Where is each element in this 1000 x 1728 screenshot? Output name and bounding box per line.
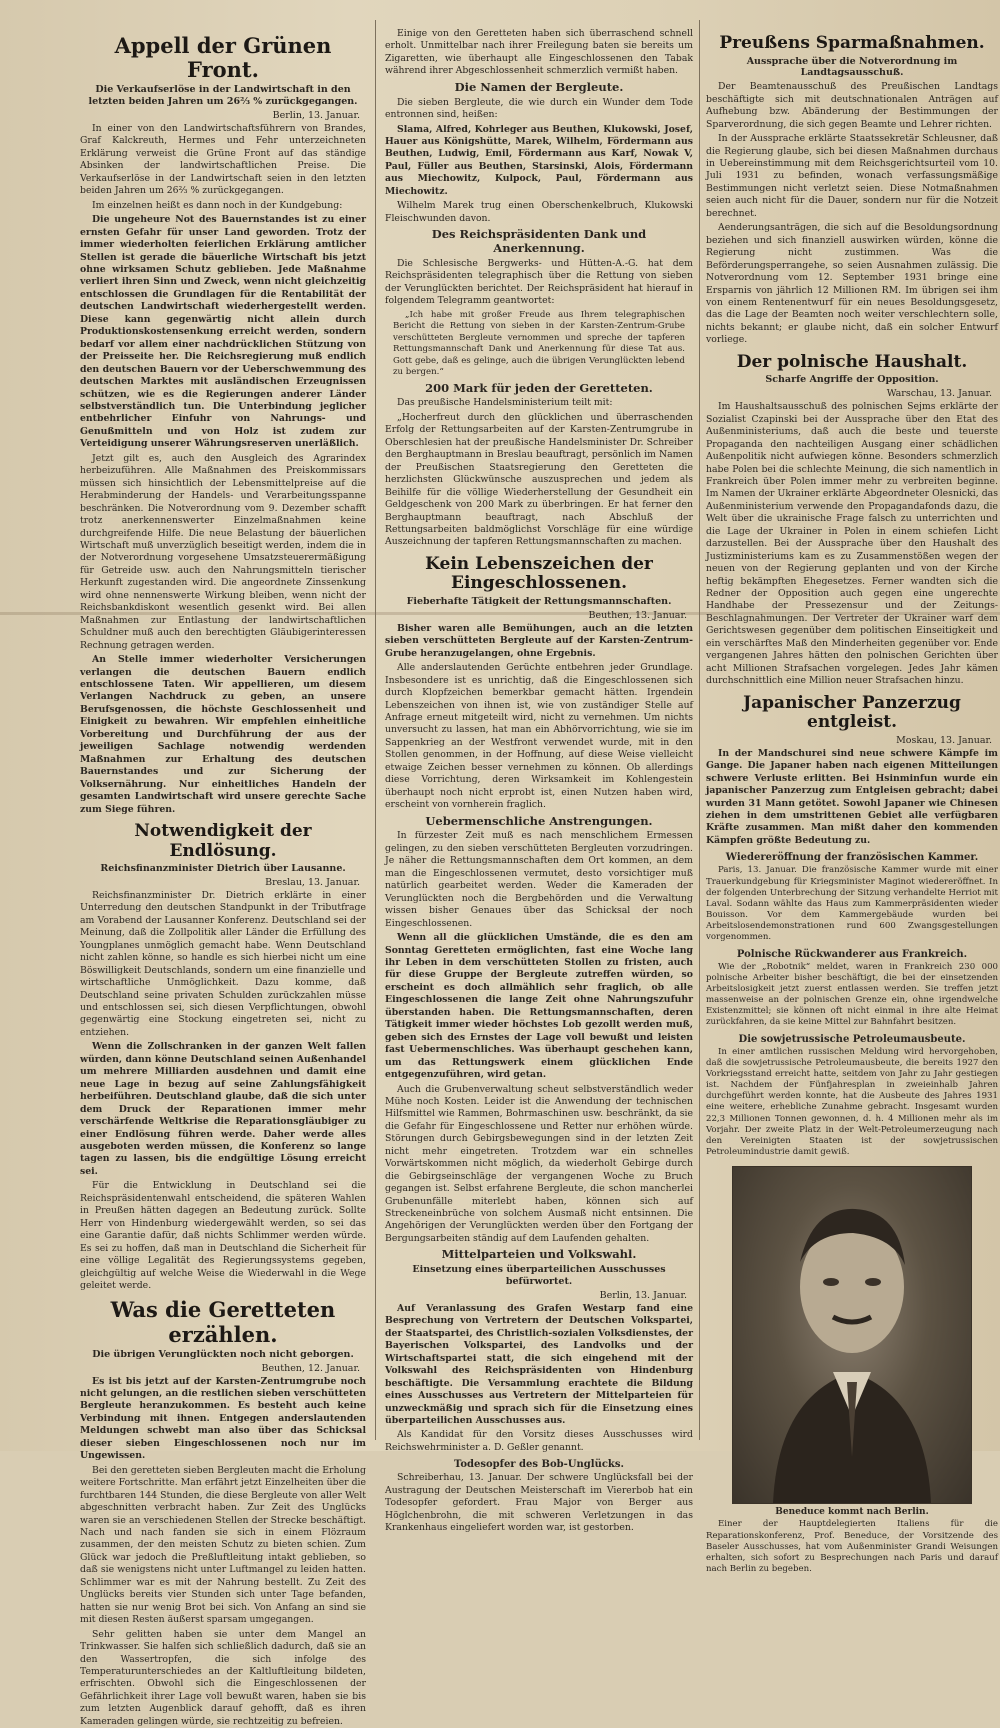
article-title: Uebermenschliche Anstrengungen. xyxy=(425,813,653,828)
paragraph: Slama, Alfred, Kohrleger aus Beuthen, Klukowski, Josef, Hauer aus Königshütte, Marek, Wilhelm, Fördermann aus Beuthen, Ludwig, Emil, Fördermann aus Karf, Nowak V, Paul, Füller aus Beuthen, Starsinski, Alois, Fördermann aus Miechowitz, Kulpock, Paul, Fördermann aus Miechowitz. xyxy=(385,123,693,197)
paragraph: Bei den geretteten sieben Bergleuten macht die Erholung weitere Fortschritte. Man erfährt jetzt Einzelheiten über die furchtbaren 144 Stunden, die diese Bergleute von aller Welt abgeschnitten verbracht haben. Zur Zeit des Unglücks waren sie an verschiedenen Stellen der Strecke beschäftigt. Nach und nach fanden sie sich in einem Flözraum zusammen, der den meisten Schutz zu bieten schien. Zum Glück war jedoch die Preßluftleitung intakt geblieben, so daß sie wenigstens nicht unter Luftmangel zu leiden hatten. Schlimmer war es mit der Nahrung bestellt. Zu Zeit des Unglücks bereits vier Stunden sich unter Tage befanden, hatten sie nur wenig Brot bei sich. Von Anfang an sind sie mit diesen Resten äußerst sparsam umgegangen. xyxy=(80,1464,366,1626)
article-title: Notwendigkeit der Endlösung. xyxy=(134,820,312,861)
article-title: Kein Lebenszeichen der Eingeschlossenen. xyxy=(425,553,653,594)
dateline: Berlin, 13. Januar. xyxy=(272,110,360,122)
article-title: Mittelparteien und Volkswahl. xyxy=(441,1247,637,1262)
paragraph: Auf Veranlassung des Grafen Westarp fand eine Besprechung von Vertretern der Deutschen Volkspartei, der Staatspartei, des Christlich-sozialen Volksdienstes, der Bayerischen Volkspartei, des Landvolks und der Wirtschaftspartei statt, die sich eingehend mit der Volkswahl des Reichspräsidenten von Hindenburg beschäftigte. Die Versammlung erachtete die Bildung eines Ausschusses aus Vertretern der Mittelparteien für unzweckmäßig und sprach sich für die Einsetzung eines überparteilichen Ausschusses aus. xyxy=(385,1302,693,1427)
paragraph: In der Mandschurei sind neue schwere Kämpfe im Gange. Die Japaner haben nach eigenen Mitteilungen schwere Verluste erlitten. Bei Hsinminfun wurde ein japanischer Panzerzug zum Entgleisen gebracht; dabei wurden 31 Mann getötet. Sowohl Japaner wie Chinesen ziehen in dem umstrittenen Gebiet alle verfügbaren Kräfte zusammen. Man mißt daher den kommenden Kämpfen größte Bedeutung zu. xyxy=(706,747,998,846)
paragraph: An Stelle immer wiederholter Versicherungen verlangen die deutschen Bauern endlich entschlossene Taten. Wir appellieren, um diesem Verlangen Nachdruck zu geben, an unsere Berufsgenossen, die höchste Geschlossenheit und Einigkeit zu bewahren. Wir empfehlen einheitliche Vorbereitung und Durchführung der aus der jeweiligen Sachlage notwendig werdenden Maßnahmen zur Erhaltung des deutschen Bauernstandes und zur Sicherung der Volksernährung. Nur einheitliches Handeln der gesamten Landwirtschaft wird unsere gerechte Sache zum Siege führen. xyxy=(80,654,366,815)
column-left xyxy=(80,28,366,1727)
paragraph: Die Schlesische Bergwerks- und Hütten-A.-G. hat dem Reichspräsidenten telegraphisch über die Rettung von sieben der Verunglückten berichtet. Der Reichspräsident hat hierauf in folgendem Telegramm geantwortet: xyxy=(385,257,693,307)
paragraph: Aenderungsanträgen, die sich auf die Besoldungsordnung beziehen und sich finanziell auswirken würden, könne die Regierung nicht zustimmen. Was die Beförderungsperrangehe, so seien Ausnahmen zulässig. Die Notverordnung vom 12. September 1931 bringe eine Ersparnis von jährlich 12 Millionen RM. Im übrigen sei ihm von einem Rentenentwurf für ein neues Besoldungsgesetz, das die Lage der Beamten noch weiter verschlechtern solle, nichts bekannt; er glaube nicht, daß ein solcher Entwurf vorliege. xyxy=(706,222,998,346)
paragraph: Sehr gelitten haben sie unter dem Mangel an Trinkwasser. Sie halfen sich schließlich dadurch, daß sie an den Wassertropfen, die sich infolge des Temperaturunterschiedes an der Kaltluftleitung bildeten, erfrischten. Obwohl sich die Eingeschlossenen der Gefährlichkeit ihrer Lage voll bewußt waren, haben sie bis zum letzten Augenblick darauf gehofft, daß es ihren Kameraden gelingen würde, sie rechtzeitig zu befreien. xyxy=(80,1628,366,1727)
dateline: Beuthen, 13. Januar. xyxy=(588,609,687,621)
article-subtitle: Die übrigen Verunglückten noch nicht geborgen. xyxy=(92,1348,354,1360)
article-subtitle: Aussprache über die Notverordnung im Landtagsausschuß. xyxy=(746,55,958,79)
paragraph: Als Kandidat für den Vorsitz dieses Ausschusses wird Reichswehrminister a. D. Geßler genannt. xyxy=(385,1429,693,1453)
column-middle xyxy=(385,28,693,1534)
dateline: Moskau, 13. Januar. xyxy=(896,734,992,746)
photo-text: Einer der Hauptdelegierten Italiens für die Reparationskonferenz, Prof. Beneduce, der Vorsitzende des Baseler Ausschusses, hat vom Außenminister Grandi Weisungen erhalten, sich sofort zu Besprechungen nach Paris und darauf nach Berlin zu begeben. xyxy=(706,1519,998,1575)
portrait-photo xyxy=(732,1166,972,1504)
article-subtitle: Fieberhafte Tätigkeit der Rettungsmannschaften. xyxy=(406,595,672,607)
paragraph: Die ungeheure Not des Bauernstandes ist zu einer ernsten Gefahr für unser Land geworden. Trotz der immer wiederholten feierlichen Erklärung amtlicher Stellen ist gerade die bäuerliche Wirtschaft bis jetzt ohne wirksamen Schutz geblieben. Jede Maßnahme verliert ihren Sinn und Zweck, wenn nicht gleichzeitig entschlossen die Grundlagen für die Rentabilität der deutschen Landwirtschaft wiederhergestellt werden. Diese kann gegenwärtig nicht allein durch Produktionskostensenkung erreicht werden, sondern bedarf vor allem einer nachdrücklichen Stützung von der Preisseite her. Die Reichsregierung muß endlich den deutschen Bauern vor der Ueberschwemmung des deutschen Marktes mit ausländischen Erzeugnissen schützen, wie es die Regierungen anderer Länder selbstverständlich tun. Die Unterbindung jeglicher entbehrlicher Einfuhr von Nahrungs- und Genußmitteln und von Holz ist zudem zur Verteidigung unserer Währungsreserven unerläßlich. xyxy=(80,214,366,450)
paragraph: In der Aussprache erklärte Staatssekretär Schleusner, daß die Regierung glaube, sich bei diesen Maßnahmen durchaus in Uebereinstimmung mit dem Reichsgerichtsurteil vom 10. Juli 1931 zu befinden, wonach verfassungsmäßige Bestimmungen nicht verletzt seien. Diese Notmaßnahmen seien auch nicht für die Dauer, sondern nur für die Notzeit berechnet. xyxy=(706,133,998,219)
article-title: Die sowjetrussische Petroleumausbeute. xyxy=(738,1033,966,1045)
paragraph: Wie der „Robotnik“ meldet, waren in Frankreich 230 000 polnische Arbeiter bisher beschäftigt, die bei der einsetzenden Arbeitslosigkeit jetzt zuerst entlassen werden. Sie treffen jetzt massenweise an der polnischen Grenze ein, ohne irgendwelche Existenzmittel; sie können oft nicht einmal in ihre alte Heimat zurückfahren, da sie keine Mittel zur Bahnfahrt besitzen. xyxy=(706,961,998,1028)
paragraph: In einer von den Landwirtschaftsführern von Brandes, Graf Kalckreuth, Hermes und Fehr unterzeichneten Erklärung verweist die Grüne Front auf das ständige Absinken der landwirtschaftlichen Preise. Die Verkaufserlöse in der Landwirtschaft seien in den letzten beiden Jahren um 26⅔ % zurückgegangen. xyxy=(80,123,366,197)
dateline: Warschau, 13. Januar. xyxy=(886,388,992,400)
paragraph: Alle anderslautenden Gerüchte entbehren jeder Grundlage. Insbesondere ist es unrichtig, daß die Eingeschlossenen sich durch Klopfzeichen bemerkbar gemacht hätten. Irgendein Lebenszeichen von ihnen ist, wie von zuständiger Stelle auf Anfrage erneut mitgeteilt wird, nicht zu vernehmen. Um nichts unversucht zu lassen, hat man ein Abhörvorrichtung, wie sie im Sappenkrieg an der Westfront verwendet wurde, mit in den Stollen genommen, in der Hoffnung, auf diese Weise vielleicht etwaige Zeichen besser vernehmen zu können. Ob allerdings diese Vorrichtung, deren Wirksamkeit im Kohlengestein überhaupt noch nicht erprobt ist, einen Nutzen haben wird, erscheint von vornherein fraglich. xyxy=(385,662,693,811)
article-title: Was die Geretteten erzählen. xyxy=(110,1297,336,1347)
article-subtitle: Scharfe Angriffe der Opposition. xyxy=(765,374,939,386)
paragraph: Wenn all die glücklichen Umstände, die es den am Sonntag Geretteten ermöglichten, fast eine Woche lang ihr Leben in dem verschütteten Stollen zu fristen, auch für diese Gruppe der Bergleute zutreffen würden, so erscheint es doch allmählich sehr fraglich, ob alle Eingeschlossenen die lange Zeit ohne Nahrungszufuhr überstanden haben. Die Rettungsmannschaften, deren Tätigkeit immer wieder höchstes Lob gezollt werden muß, geben sich des Ernstes der Lage voll bewußt und leisten fast Uebermenschliches. Was überhaupt geschehen kann, um das Rettungswerk einem glücklichen Ende entgegenzuführen, wird getan. xyxy=(385,932,693,1081)
article-title: Des Reichspräsidenten Dank und Anerkennung. xyxy=(431,227,647,255)
dateline: Breslau, 13. Januar. xyxy=(265,876,360,888)
paragraph: Die sieben Bergleute, die wie durch ein Wunder dem Tode entronnen sind, heißen: xyxy=(385,96,693,121)
paragraph: Das preußische Handelsministerium teilt mit: xyxy=(397,397,613,409)
quote: „Ich habe mit großer Freude aus Ihrem telegraphischen Bericht die Rettung von sieben in der Karsten-Zentrum-Grube verschütteten Bergleute vernommen und spreche der tapferen Rettungsmannschaft Dank und Anerkennung für diese Tat aus. Gott gebe, daß es gelinge, auch die übrigen Verunglückten lebend zu bergen.“ xyxy=(393,309,685,378)
article-title: Todesopfer des Bob-Unglücks. xyxy=(454,1459,624,1471)
article-title: Wiedereröffnung der französischen Kammer. xyxy=(725,852,979,864)
paragraph: Im einzelnen heißt es dann noch in der Kundgebung: xyxy=(92,199,343,211)
article-subtitle: Die Verkaufserlöse in der Landwirtschaft in den letzten beiden Jahren um 26⅔ % zurückgegangen. xyxy=(88,84,358,108)
photo-caption: Beneduce kommt nach Berlin. xyxy=(775,1507,929,1518)
paragraph: Bisher waren alle Bemühungen, auch an die letzten sieben verschütteten Bergleute auf der Karsten-Zentrum-Grube heranzugelangen, ohne Ergebnis. xyxy=(385,622,693,659)
paragraph: Reichsfinanzminister Dr. Dietrich erklärte in einer Unterredung den deutschen Standpunkt in der Tributfrage am Vorabend der Lausanner Konferenz. Deutschland sei der Meinung, daß die Zollpolitik aller Länder die Erfüllung des Youngplanes unmöglich gemacht habe. Wenn Deutschland nicht zahlen könne, so handle es sich hierbei nicht um eine Böswilligkeit Deutschlands, sondern um eine finanzielle und wirtschaftliche Unmöglichkeit. Dazu komme, daß Deutschland seine privaten Schulden zurückzahlen müsse und entschlossen sei, sich diesen Verpflichtungen, obwohl gegenwärtig eine Stockung eingetreten sei, nicht zu entziehen. xyxy=(80,889,366,1038)
dateline: Berlin, 13. Januar. xyxy=(599,1289,687,1301)
article-title: Appell der Grünen Front. xyxy=(114,33,332,83)
article-title: Preußens Sparmaßnahmen. xyxy=(719,33,985,53)
paragraph: Wenn die Zollschranken in der ganzen Welt fallen würden, dann könne Deutschland seinen Außenhandel um mehrere Milliarden ausdehnen und damit eine neue Lage in bezug auf seine Zahlungsfähigkeit herbeiführen. Deutschland glaube, daß die sich unter dem Druck der Reparationen immer mehr verschärfende Weltkrise die Reparationsgläubiger zu einer Endlösung führen werde. Daher werde alles ausgeboten werden müssen, die Konferenz so lange tagen zu lassen, bis die endgültige Lösung erreicht sei. xyxy=(80,1041,366,1177)
article-title: Polnische Rückwanderer aus Frankreich. xyxy=(736,948,968,960)
paragraph: In fürzester Zeit muß es nach menschlichem Ermessen gelingen, zu den sieben verschütteten Bergleuten vorzudringen. Je näher die Rettungsmannschaften dem Ort kommen, an dem man die Eingeschlossenen vermutet, desto vorsichtiger muß natürlich gearbeitet werden. Weder die Kameraden der Verunglückten noch die Bergbehörden und die Verwaltung wissen bisher Genaues über das Schicksal der noch Eingeschlossenen. xyxy=(385,830,693,929)
article-title: Der polnische Haushalt. xyxy=(736,351,968,372)
article-title: Japanischer Panzerzug entgleist. xyxy=(743,692,961,733)
paragraph: Einige von den Geretteten haben sich überraschend schnell erholt. Unmittelbar nach ihrer Freilegung baten sie bereits um Zigaretten, wie überhaupt alle Eingeschlossenen den Tabak während ihrer Abgeschlossenheit schmerzlich vermißt haben. xyxy=(385,28,693,77)
paragraph: Im Haushaltsausschuß des polnischen Sejms erklärte der Sozialist Czapinski bei der Aussprache über den Etat des Außenministeriums, daß auch die beste und teuerste Propaganda den nachteiligen Ausgang einer schädlichen Außenpolitik nicht aufwiegen könne. Besonders schmerzlich habe Polen bei die schlechte Meinung, die sich namentlich in Frankreich über Polen immer mehr zu verbreiten beginne. Im Namen der Ukrainer erklärte Abgeordneter Olesnicki, das Außenministerium verwende den Propagandafonds dazu, die Welt über die ukrainische Frage falsch zu unterrichten und die Lage der Ukrainer in Polen in einem schiefen Licht darzustellen. Bei der Aussprache über den Haushalt des Justizministeriums kam es zu Zusammenstößen wegen der neuen von der Regierung geplanten und von der Kirche heftig bekämpften Ehegesetzes. Ferner wandten sich die Redner der Opposition auch gegen eine ungerechte Handhabe der Pressezensur und der Zeitungs-Beschlagnahmungen. Der Vertreter der Ukrainer warf dem Gerichtswesen gegenüber dem politischen Einseitigkeit und ein verschärftes Maß den Minderheiten gegenüber vor. Ende vergangenen Jahres hätten den polnischen Gerichten über acht Millionen Strafsachen vorgelegen. Jedes Jahr kämen durchschnittlich eine Million neuer Strafsachen hinzu. xyxy=(706,401,998,687)
paragraph: Schreiberhau, 13. Januar. Der schwere Unglücksfall bei der Austragung der Deutschen Meisterschaft im Viererbob hat ein Todesopfer gefordert. Frau Major von Berger aus Höglchenbrohn, die mit schweren Verletzungen in das Krankenhaus eingeliefert worden war, ist gestorben. xyxy=(385,1472,693,1534)
paragraph: Es ist bis jetzt auf der Karsten-Zentrumgrube noch nicht gelungen, an die restlichen sieben verschütteten Bergleute heranzukommen. Es besteht auch keine Verbindung mit ihnen. Entgegen anderslautenden Meldungen schwebt man also über das Schicksal dieser sieben Eingeschlossenen noch nur im Ungewissen. xyxy=(80,1375,366,1462)
article-subtitle: Einsetzung eines überparteilichen Ausschusses befürwortet. xyxy=(412,1264,666,1288)
article-title: Die Namen der Bergleute. xyxy=(454,79,624,94)
paragraph: „Hocherfreut durch den glücklichen und überraschenden Erfolg der Rettungsarbeiten auf der Karsten-Zentrumgrube in Oberschlesien hat der preußische Handelsminister Dr. Schreiber den Berghauptmann in Breslau beauftragt, persönlich im Namen der Preußischen Staatsregierung den Geretteten die herzlichsten Glückwünsche auszusprechen und jedem als Beihilfe für die völlige Wiederherstellung der Gesundheit ein Geldgeschenk von 200 Mark zu überbringen. Er hat ferner den Berghauptmann beauftragt, nach Abschluß der Rettungsarbeiten baldmöglichst Vorschläge für eine würdige Auszeichnung der tapferen Rettungsmannschaften zu machen. xyxy=(385,411,693,548)
paragraph: Für die Entwicklung in Deutschland sei die Reichspräsidentenwahl entscheidend, die späteren Wahlen in Preußen hätten dagegen an Bedeutung zurück. Sollte Herr von Hindenburg wiedergewählt werden, so sei das eine Garantie dafür, daß nichts Schlimmer werden würde. Es sei zu hoffen, daß man in Deutschland die Sicherheit für eine völlige Legalität des Regierungssystems gegeben, gleichgültig auf welche Weise die Wiederwahl in die Wege geleitet werde. xyxy=(80,1180,366,1291)
paragraph: In einer amtlichen russischen Meldung wird hervorgehoben, daß die sowjetrussische Petroleumausbeute, die bereits 1927 den Vorkriegsstand erreicht hatte, seitdem von Jahr zu Jahr gestiegen ist. Nachdem der Fünfjahresplan in zweieinhalb Jahren durchgeführt werden konnte, hat die Ausbeute des Jahres 1931 eine weitere, erhebliche Zunahme gebracht. Insgesamt wurden 22,3 Millionen Tonnen gewonnen, d. h. 4 Millionen mehr als im Vorjahr. Der zweite Platz in der Welt-Petroleumerzeugung nach den Vereinigten Staaten ist der sowjetrussischen Petroleumindustrie damit gewiß. xyxy=(706,1046,998,1158)
column-right xyxy=(706,28,998,1575)
paragraph: Paris, 13. Januar. Die französische Kammer wurde mit einer Trauerkundgebung für Kriegsminister Maginot wiedereröffnet. In der folgenden Unterbrechung der Sitzung verhandelte Herriot mit Laval. Sodann wählte das Haus zum Kammerpräsidenten wieder Bouisson. Vor dem Kammergebäude wurden bei Arbeitslosendemonstrationen rund 600 Zwangsgestellungen vorgenommen. xyxy=(706,865,998,943)
column-rule xyxy=(699,20,700,1440)
portrait-figure-icon xyxy=(733,1167,971,1503)
article-subtitle: Reichsfinanzminister Dietrich über Lausanne. xyxy=(100,863,346,875)
paragraph: Der Beamtenausschuß des Preußischen Landtags beschäftigte sich mit deutschnationalen Anträgen auf Aufhebung bzw. Abänderung der Bestimmungen der Sparverordnung, die sich gegen Beamte und Lehrer richten. xyxy=(706,81,998,130)
article-title: 200 Mark für jeden der Geretteten. xyxy=(425,380,653,395)
paragraph: Wilhelm Marek trug einen Oberschenkelbruch, Klukowski Fleischwunden davon. xyxy=(385,200,693,224)
dateline: Beuthen, 12. Januar. xyxy=(261,1362,360,1374)
paragraph: Auch die Grubenverwaltung scheut selbstverständlich weder Mühe noch Kosten. Leider ist die Anwendung der technischen Hilfsmittel wie Rammen, Bohrmaschinen usw. beschränkt, da sie die Gefahr für Eingeschlossene und Retter nur erhöhen würde. Störungen durch Gebirgsbewegungen sind in der letzten Zeit nicht mehr eingetreten. Trotzdem war ein schnelles Vorwärtskommen nicht möglich, da wiederholt Gebirge durch die Gebirgseinschläge der vergangenen Woche zu Bruch gegangen ist. Selbst erfahrene Bergleute, die schon mancherlei Grubenunfälle miterlebt haben, können sich auf Streckeneinbrüche von solchem Ausmaß nicht entsinnen. Die Angehörigen der Verunglückten werden über den Fortgang der Bergungsarbeiten ständig auf dem Laufenden gehalten. xyxy=(385,1083,693,1244)
paragraph: Jetzt gilt es, auch den Ausgleich des Agrarindex herbeizuführen. Alle Maßnahmen des Preiskommissars müssen sich hinsichtlich der Lebensmittelpreise auf die Herabminderung der Handels- und Verarbeitungsspanne beschränken. Die Notverordnung vom 9. Dezember schafft trotz anerkennenswerter Einzelmaßnahmen keine durchgreifende Hilfe. Die neue Belastung der bäuerlichen Wirtschaft muß unverzüglich beseitigt werden, indem die in der Notverordnung vorgesehene Umsatzsteuerermäßigung für Getreide usw. auch den Nahrungsmitteln tierischer Herkunft zugestanden wird. Die angeordnete Zinssenkung wird ohne nennenswerte Wirkung bleiben, wenn nicht der Reichsbankdiskont wesentlich gesenkt wird. Bei allen Maßnahmen zur Entlastung der landwirtschaftlichen Schuldner muß auch den berechtigten Gläubigerinteressen Rechnung getragen werden. xyxy=(80,452,366,651)
column-rule xyxy=(375,20,376,1440)
